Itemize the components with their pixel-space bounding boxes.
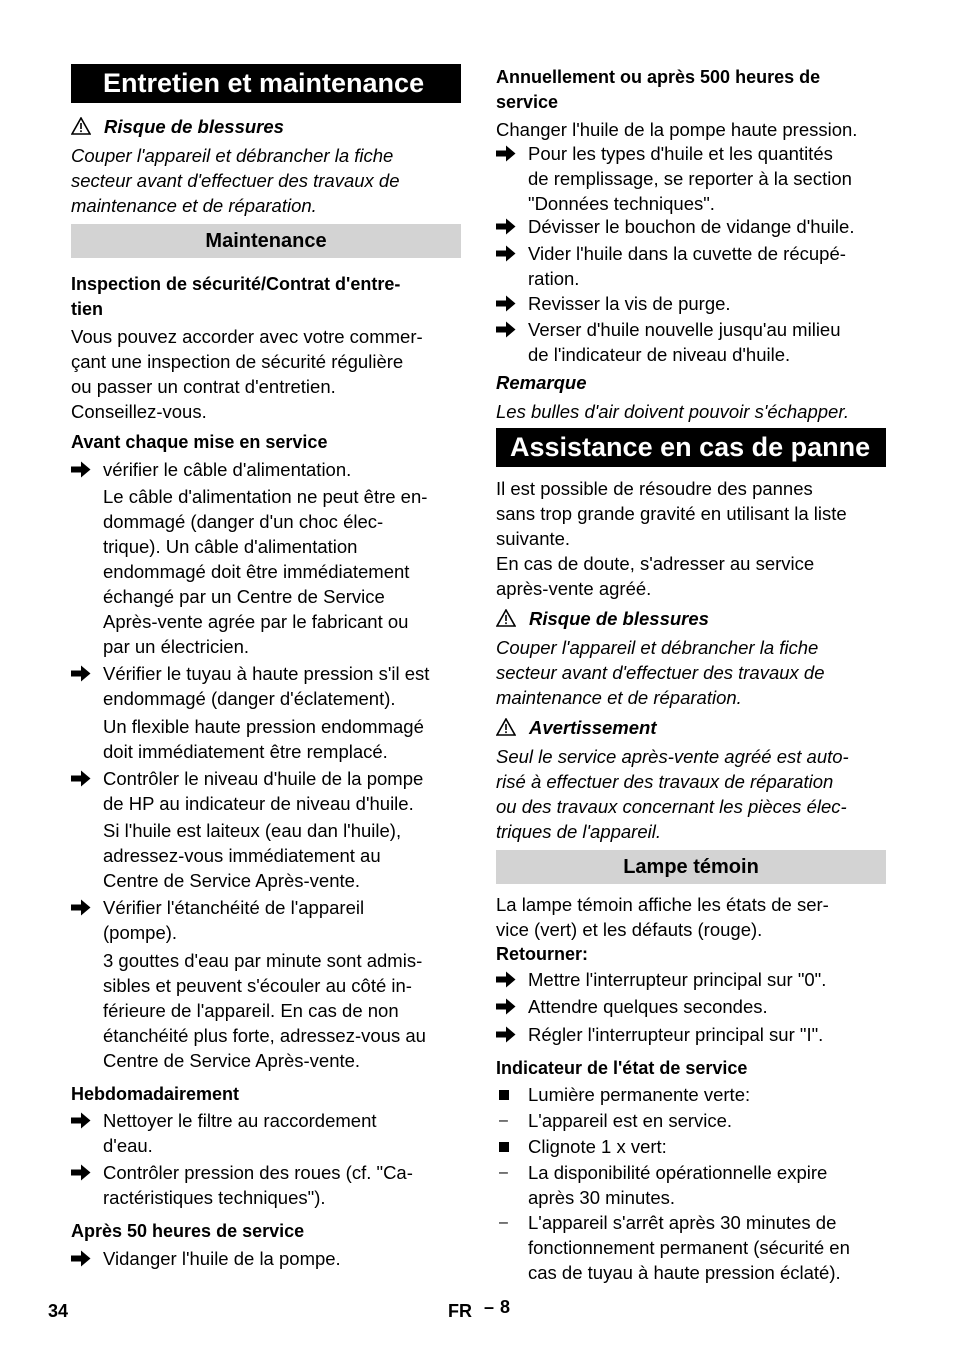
list-item: Nettoyer le filtre au raccordement d'eau.: [71, 1108, 461, 1158]
page-number: 34: [48, 1301, 69, 1321]
square-bullet-icon: [499, 1090, 509, 1100]
warning-risque-1: [71, 114, 461, 139]
section-title-entretien: Entretien et maintenance: [71, 64, 461, 103]
arrow-right-icon: [71, 899, 91, 916]
heading-annuel: Annuellement ou après 500 heures de service: [496, 67, 821, 112]
list-item: – La disponibilité opérationnelle expire après 30 minutes.: [499, 1162, 828, 1208]
assist-intro: Il est possible de résoudre des pannes sans trop grande gravité en utilisant la liste suivante. En cas de doute, s'adresser au service après-vente agréé.: [496, 478, 847, 599]
list-item: Clignote 1 x vert:: [496, 1134, 886, 1159]
arrow-right-icon: [496, 245, 516, 262]
list-item: – L'appareil s'arrêt après 30 minutes de fonctionnement permanent (sécurité en cas de tuyau à haute pression éclaté).: [499, 1212, 850, 1283]
list-item: Vérifier le tuyau à haute pression s'il est endommagé (danger d'éclatement).: [71, 661, 461, 711]
arrow-right-icon: [496, 218, 516, 235]
footer-lang: FR: [448, 1301, 472, 1321]
warning-text-1: Couper l'appareil et débrancher la fiche secteur avant d'effectuer des travaux de maintenance et de réparation.: [71, 145, 400, 216]
list-item: vérifier le câble d'alimentation.: [71, 457, 461, 482]
inspection-text: Vous pouvez accorder avec votre commer- çant une inspection de sécurité régulière ou passer un contrat d'entretien. Conseillez-vous.: [71, 326, 423, 422]
heading-indicateur: Indicateur de l'état de service: [496, 1058, 748, 1078]
remark-text: Les bulles d'air doivent pouvoir s'échapper.: [496, 401, 849, 422]
warning-risque-2: [496, 606, 886, 631]
arrow-right-icon: [496, 971, 516, 988]
remark-title: Remarque: [496, 372, 587, 393]
heading-avant: Avant chaque mise en service: [71, 432, 328, 452]
annuel-intro: Changer l'huile de la pompe haute pression.: [496, 119, 858, 140]
arrow-right-icon: [496, 295, 516, 312]
warning-text-3: Seul le service après-vente agréé est auto- risé à effectuer des travaux de réparation ou des travaux concernant les pièces élec- triques de l'appareil.: [496, 746, 849, 842]
list-item: Pour les types d'huile et les quantités de remplissage, se reporter à la section "Données techniques".: [496, 141, 886, 216]
square-bullet-icon: [499, 1142, 509, 1152]
list-item: Verser d'huile nouvelle jusqu'au milieu de l'indicateur de niveau d'huile.: [496, 317, 886, 367]
lampe-intro: La lampe témoin affiche les états de ser- vice (vert) et les défauts (rouge).: [496, 894, 829, 940]
section-title-assistance: Assistance en cas de panne: [496, 428, 886, 467]
arrow-right-icon: [71, 1250, 91, 1267]
arrow-right-icon: [71, 1164, 91, 1181]
arrow-right-icon: [71, 770, 91, 787]
heading-retourner: Retourner:: [496, 944, 589, 964]
list-item: Contrôler pression des roues (cf. "Ca- ractéristiques techniques").: [71, 1160, 461, 1210]
warning-title: Risque de blessures: [529, 608, 709, 629]
arrow-right-icon: [496, 145, 516, 162]
dash-bullet-icon: –: [499, 1214, 508, 1231]
warning-text-2: Couper l'appareil et débrancher la fiche secteur avant d'effectuer des travaux de maintenance et de réparation.: [496, 637, 825, 708]
dash-bullet-icon: –: [499, 1164, 508, 1181]
list-item: Vérifier l'étanchéité de l'appareil (pompe).: [71, 895, 461, 945]
warning-title: Avertissement: [529, 717, 657, 738]
subsection-lampe: Lampe témoin: [496, 850, 886, 884]
warning-avertissement: [496, 715, 886, 740]
list-item: Vidanger l'huile de la pompe.: [71, 1246, 461, 1271]
list-item: Dévisser le bouchon de vidange d'huile.: [496, 214, 886, 239]
list-item-detail: Si l'huile est laiteux (eau dan l'huile), adressez-vous immédiatement au Centre de Service Après-vente.: [103, 820, 402, 891]
list-item: – L'appareil est en service.: [499, 1110, 733, 1131]
footer-sep: –: [484, 1297, 495, 1317]
heading-apres50: Après 50 heures de service: [71, 1221, 305, 1241]
arrow-right-icon: [496, 321, 516, 338]
heading-inspection: Inspection de sécurité/Contrat d'entre- tien: [71, 274, 401, 319]
dash-bullet-icon: –: [499, 1112, 508, 1129]
heading-hebdo: Hebdomadairement: [71, 1084, 240, 1104]
list-item: Attendre quelques secondes.: [496, 994, 886, 1019]
arrow-right-icon: [71, 1112, 91, 1129]
warning-triangle-icon: [496, 609, 516, 627]
list-item: Régler l'interrupteur principal sur "I".: [496, 1022, 886, 1047]
footer-subpage: 8: [500, 1297, 511, 1317]
warning-triangle-icon: [496, 718, 516, 736]
list-item-detail: Le câble d'alimentation ne peut être en- dommagé (danger d'un choc élec- trique). Un câble d'alimentation endommagé doit être immédiatement échangé par un Centre de Service Après-vente agrée par le fabricant ou par un électricien.: [103, 486, 428, 657]
warning-title: Risque de blessures: [104, 116, 284, 137]
subsection-maintenance: Maintenance: [71, 224, 461, 258]
warning-triangle-icon: [71, 117, 91, 135]
arrow-right-icon: [71, 461, 91, 478]
arrow-right-icon: [71, 665, 91, 682]
list-item: Revisser la vis de purge.: [496, 291, 886, 316]
arrow-right-icon: [496, 1026, 516, 1043]
list-item: Mettre l'interrupteur principal sur "0".: [496, 967, 886, 992]
arrow-right-icon: [496, 998, 516, 1015]
list-item: Contrôler le niveau d'huile de la pompe de HP au indicateur de niveau d'huile.: [71, 766, 461, 816]
list-item-detail: 3 gouttes d'eau par minute sont admis- sibles et peuvent s'écouler au côté in- férieure de l'appareil. En cas de non étanchéité plus forte, adressez-vous au Centre de Service Après-vente.: [103, 950, 426, 1071]
list-item-detail: Un flexible haute pression endommagé doit immédiatement être remplacé.: [103, 716, 424, 762]
list-item: Lumière permanente verte:: [496, 1082, 886, 1107]
list-item: Vider l'huile dans la cuvette de récupé- ration.: [496, 241, 886, 291]
